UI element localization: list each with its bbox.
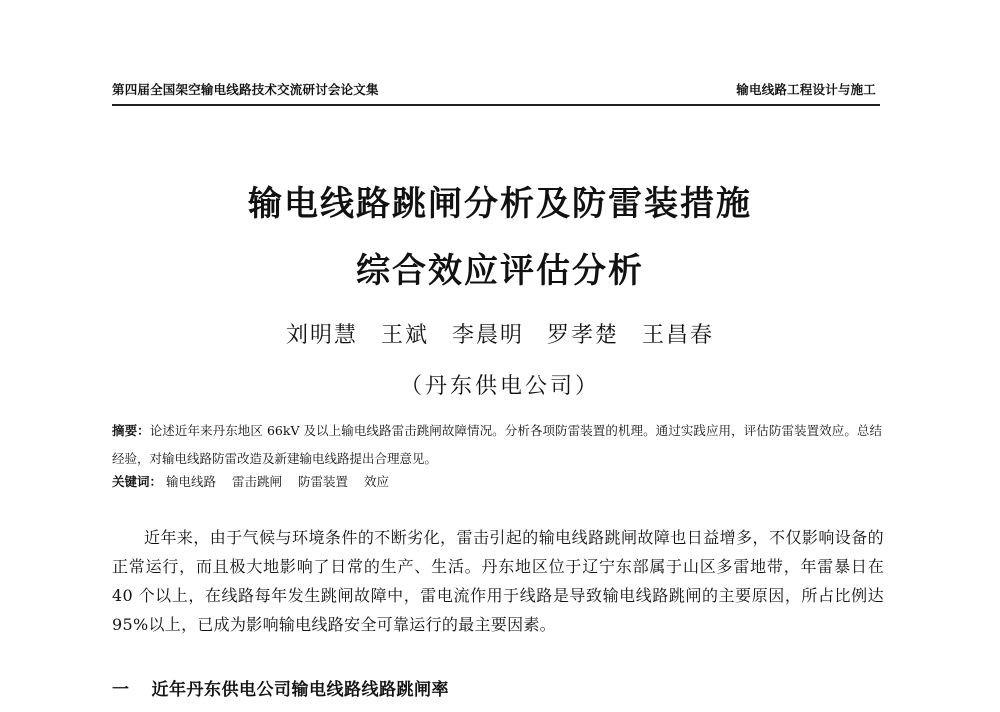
- author: 罗孝楚: [547, 323, 620, 348]
- section-category: 输电线路工程设计与施工: [736, 82, 876, 97]
- keyword: 雷击跳闸: [232, 474, 283, 489]
- keyword: 输电线路: [166, 474, 217, 489]
- section-heading: [112, 675, 449, 700]
- running-header: [112, 80, 880, 106]
- author-list: [0, 318, 1000, 349]
- abstract-label: 摘要：: [112, 423, 150, 438]
- section-number: 一: [112, 680, 130, 700]
- proceedings-title: 第四届全国架空输电线路技术交流研讨会论文集: [112, 82, 379, 97]
- keyword: 效应: [364, 474, 390, 489]
- keywords-label: 关键词：: [112, 474, 163, 489]
- author: 王昌春: [642, 323, 715, 348]
- paper-title-line-1: 输电线路跳闸分析及防雷装措施: [248, 184, 752, 224]
- abstract-text: 论述近年来丹东地区 66kV 及以上输电线路雷击跳闸故障情况。分析各项防雷装置的机理。通过实践应用，评估防雷装置效应。总结经验，对输电线路防雷改造及新建输电线路提出合理意见。: [112, 423, 882, 466]
- author: 王斌: [380, 323, 429, 348]
- section-title: 近年丹东供电公司输电线路线路跳闸率: [151, 680, 449, 700]
- keywords: [112, 471, 882, 493]
- author: 李晨明: [451, 323, 524, 348]
- author: 刘明慧: [285, 323, 358, 348]
- body-paragraph: 近年来，由于气候与环境条件的不断劣化，雷击引起的输电线路跳闸故障也日益增多，不仅影响设备的正常运行，而且极大地影响了日常的生产、生活。丹东地区位于辽宁东部属于山区多雷地带，年雷暴日在 40 个以上，在线路每年发生跳闸故障中，雷电流作用于线路是导致输电线路跳闸的主要原因，所占比例达95%以上，已成为影响输电线路安全可靠运行的最主要因素。: [112, 528, 884, 634]
- affiliation: （丹东供电公司）: [399, 374, 600, 399]
- abstract: [112, 417, 882, 473]
- paper-title-line-2: 综合效应评估分析: [356, 251, 644, 291]
- keyword: 防雷装置: [298, 474, 349, 489]
